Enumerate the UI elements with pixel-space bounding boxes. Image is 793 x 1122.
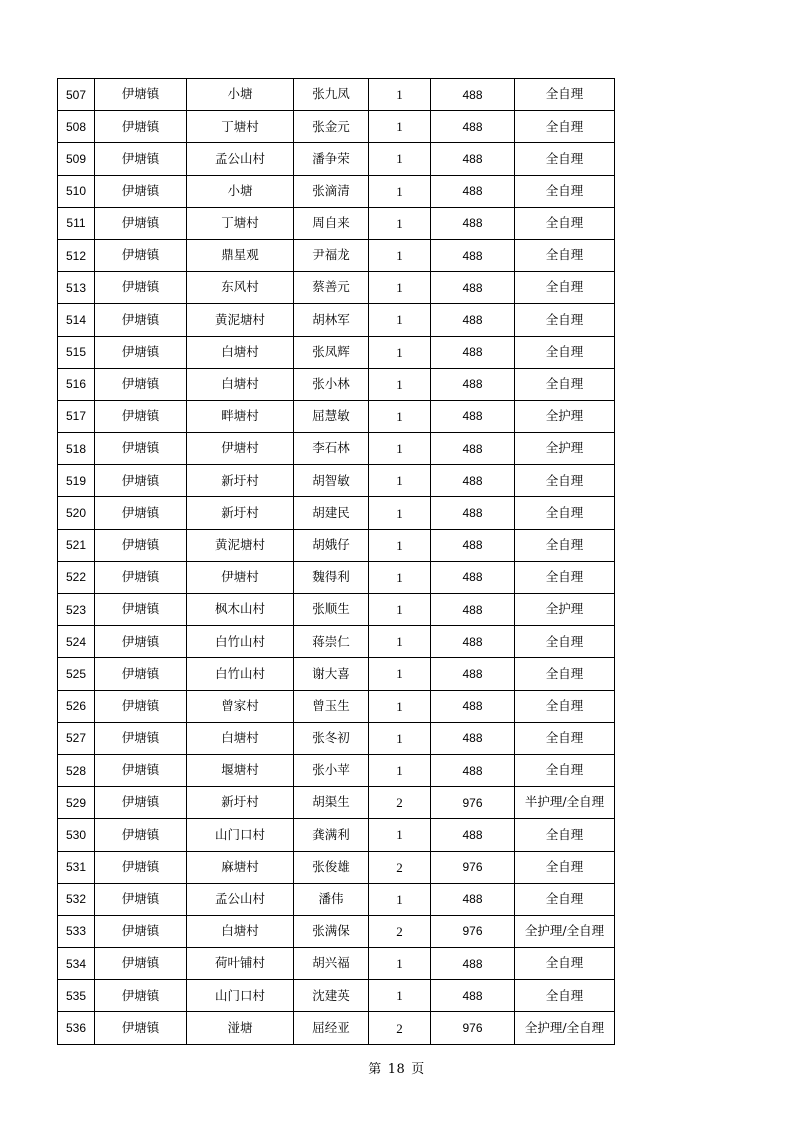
cell-care-type: 全自理 bbox=[515, 272, 615, 304]
cell-village: 白塘村 bbox=[187, 722, 294, 754]
cell-village: 丁塘村 bbox=[187, 207, 294, 239]
cell-village: 麻塘村 bbox=[187, 851, 294, 883]
cell-amount: 488 bbox=[431, 272, 515, 304]
cell-count: 2 bbox=[369, 915, 431, 947]
cell-name: 屈慧敏 bbox=[294, 400, 369, 432]
cell-name: 蔡善元 bbox=[294, 272, 369, 304]
cell-town: 伊塘镇 bbox=[95, 626, 187, 658]
cell-name: 张小苹 bbox=[294, 754, 369, 786]
cell-care-type: 全自理 bbox=[515, 529, 615, 561]
cell-care-type: 全自理 bbox=[515, 336, 615, 368]
cell-amount: 488 bbox=[431, 175, 515, 207]
cell-count: 1 bbox=[369, 143, 431, 175]
table-row bbox=[58, 239, 615, 271]
cell-index: 527 bbox=[58, 722, 95, 754]
cell-name: 张俊雄 bbox=[294, 851, 369, 883]
cell-name: 屈经亚 bbox=[294, 1012, 369, 1044]
cell-count: 1 bbox=[369, 690, 431, 722]
cell-index: 518 bbox=[58, 433, 95, 465]
beneficiary-table bbox=[57, 78, 615, 1045]
cell-index: 522 bbox=[58, 561, 95, 593]
cell-count: 1 bbox=[369, 111, 431, 143]
cell-village: 荷叶铺村 bbox=[187, 948, 294, 980]
cell-care-type: 全自理 bbox=[515, 722, 615, 754]
cell-care-type: 全护理 bbox=[515, 400, 615, 432]
cell-index: 508 bbox=[58, 111, 95, 143]
cell-town: 伊塘镇 bbox=[95, 111, 187, 143]
cell-count: 1 bbox=[369, 239, 431, 271]
cell-name: 潘伟 bbox=[294, 883, 369, 915]
cell-name: 谢大喜 bbox=[294, 658, 369, 690]
cell-town: 伊塘镇 bbox=[95, 1012, 187, 1044]
cell-village: 丁塘村 bbox=[187, 111, 294, 143]
cell-village: 湴塘 bbox=[187, 1012, 294, 1044]
cell-index: 536 bbox=[58, 1012, 95, 1044]
table-row bbox=[58, 561, 615, 593]
cell-index: 514 bbox=[58, 304, 95, 336]
cell-amount: 976 bbox=[431, 787, 515, 819]
cell-amount: 488 bbox=[431, 658, 515, 690]
cell-amount: 488 bbox=[431, 626, 515, 658]
cell-count: 1 bbox=[369, 658, 431, 690]
cell-name: 胡娥仔 bbox=[294, 529, 369, 561]
cell-care-type: 全自理 bbox=[515, 79, 615, 111]
cell-index: 511 bbox=[58, 207, 95, 239]
cell-amount: 488 bbox=[431, 690, 515, 722]
cell-index: 520 bbox=[58, 497, 95, 529]
cell-town: 伊塘镇 bbox=[95, 819, 187, 851]
cell-town: 伊塘镇 bbox=[95, 915, 187, 947]
cell-town: 伊塘镇 bbox=[95, 79, 187, 111]
cell-index: 513 bbox=[58, 272, 95, 304]
cell-village: 新圩村 bbox=[187, 787, 294, 819]
cell-index: 519 bbox=[58, 465, 95, 497]
cell-name: 胡建民 bbox=[294, 497, 369, 529]
cell-village: 孟公山村 bbox=[187, 143, 294, 175]
cell-care-type: 全自理 bbox=[515, 851, 615, 883]
cell-village: 白竹山村 bbox=[187, 658, 294, 690]
cell-count: 1 bbox=[369, 400, 431, 432]
cell-care-type: 全自理 bbox=[515, 207, 615, 239]
cell-count: 1 bbox=[369, 465, 431, 497]
cell-amount: 488 bbox=[431, 561, 515, 593]
cell-town: 伊塘镇 bbox=[95, 883, 187, 915]
cell-index: 525 bbox=[58, 658, 95, 690]
cell-village: 山门口村 bbox=[187, 980, 294, 1012]
cell-amount: 488 bbox=[431, 754, 515, 786]
cell-count: 2 bbox=[369, 787, 431, 819]
table-row bbox=[58, 143, 615, 175]
cell-town: 伊塘镇 bbox=[95, 787, 187, 819]
cell-count: 1 bbox=[369, 368, 431, 400]
cell-index: 524 bbox=[58, 626, 95, 658]
table-row bbox=[58, 368, 615, 400]
cell-index: 529 bbox=[58, 787, 95, 819]
cell-care-type: 全自理 bbox=[515, 497, 615, 529]
cell-name: 胡智敏 bbox=[294, 465, 369, 497]
cell-index: 532 bbox=[58, 883, 95, 915]
cell-name: 潘争荣 bbox=[294, 143, 369, 175]
table-row bbox=[58, 980, 615, 1012]
cell-village: 堰塘村 bbox=[187, 754, 294, 786]
table-row bbox=[58, 400, 615, 432]
cell-village: 白塘村 bbox=[187, 336, 294, 368]
cell-name: 蒋崇仁 bbox=[294, 626, 369, 658]
table-row bbox=[58, 819, 615, 851]
cell-amount: 488 bbox=[431, 722, 515, 754]
cell-amount: 488 bbox=[431, 465, 515, 497]
cell-town: 伊塘镇 bbox=[95, 497, 187, 529]
cell-name: 张顺生 bbox=[294, 594, 369, 626]
cell-village: 白塘村 bbox=[187, 915, 294, 947]
cell-count: 1 bbox=[369, 883, 431, 915]
cell-town: 伊塘镇 bbox=[95, 304, 187, 336]
cell-town: 伊塘镇 bbox=[95, 529, 187, 561]
cell-village: 枫木山村 bbox=[187, 594, 294, 626]
cell-name: 张金元 bbox=[294, 111, 369, 143]
cell-amount: 488 bbox=[431, 79, 515, 111]
cell-count: 1 bbox=[369, 433, 431, 465]
cell-village: 小塘 bbox=[187, 175, 294, 207]
cell-amount: 488 bbox=[431, 497, 515, 529]
cell-town: 伊塘镇 bbox=[95, 143, 187, 175]
cell-care-type: 全自理 bbox=[515, 754, 615, 786]
cell-town: 伊塘镇 bbox=[95, 368, 187, 400]
cell-count: 1 bbox=[369, 561, 431, 593]
cell-count: 2 bbox=[369, 1012, 431, 1044]
table-row bbox=[58, 304, 615, 336]
cell-town: 伊塘镇 bbox=[95, 980, 187, 1012]
cell-care-type: 全自理 bbox=[515, 980, 615, 1012]
cell-name: 魏得利 bbox=[294, 561, 369, 593]
table-row bbox=[58, 915, 615, 947]
cell-village: 曾家村 bbox=[187, 690, 294, 722]
cell-village: 新圩村 bbox=[187, 497, 294, 529]
cell-village: 白塘村 bbox=[187, 368, 294, 400]
cell-town: 伊塘镇 bbox=[95, 851, 187, 883]
cell-care-type: 全自理 bbox=[515, 143, 615, 175]
cell-count: 1 bbox=[369, 980, 431, 1012]
cell-amount: 488 bbox=[431, 594, 515, 626]
cell-amount: 488 bbox=[431, 143, 515, 175]
cell-care-type: 全自理 bbox=[515, 111, 615, 143]
cell-town: 伊塘镇 bbox=[95, 239, 187, 271]
cell-count: 1 bbox=[369, 79, 431, 111]
cell-index: 521 bbox=[58, 529, 95, 561]
cell-name: 张九凤 bbox=[294, 79, 369, 111]
table-row bbox=[58, 336, 615, 368]
cell-care-type: 全自理 bbox=[515, 883, 615, 915]
cell-town: 伊塘镇 bbox=[95, 658, 187, 690]
cell-care-type: 全自理 bbox=[515, 465, 615, 497]
table-row bbox=[58, 851, 615, 883]
table-row bbox=[58, 594, 615, 626]
cell-count: 1 bbox=[369, 594, 431, 626]
cell-town: 伊塘镇 bbox=[95, 561, 187, 593]
table-row bbox=[58, 722, 615, 754]
cell-index: 512 bbox=[58, 239, 95, 271]
table-row bbox=[58, 529, 615, 561]
cell-count: 1 bbox=[369, 626, 431, 658]
cell-name: 张满保 bbox=[294, 915, 369, 947]
cell-town: 伊塘镇 bbox=[95, 690, 187, 722]
cell-count: 1 bbox=[369, 754, 431, 786]
cell-town: 伊塘镇 bbox=[95, 207, 187, 239]
cell-name: 沈建英 bbox=[294, 980, 369, 1012]
cell-index: 533 bbox=[58, 915, 95, 947]
cell-index: 531 bbox=[58, 851, 95, 883]
cell-amount: 976 bbox=[431, 1012, 515, 1044]
cell-index: 509 bbox=[58, 143, 95, 175]
cell-care-type: 全自理 bbox=[515, 658, 615, 690]
page-label-suffix: 页 bbox=[411, 1062, 425, 1077]
cell-care-type: 全自理 bbox=[515, 368, 615, 400]
cell-name: 曾玉生 bbox=[294, 690, 369, 722]
cell-name: 龚满利 bbox=[294, 819, 369, 851]
cell-amount: 488 bbox=[431, 980, 515, 1012]
cell-index: 510 bbox=[58, 175, 95, 207]
cell-care-type: 全护理 bbox=[515, 433, 615, 465]
table-row bbox=[58, 883, 615, 915]
cell-town: 伊塘镇 bbox=[95, 722, 187, 754]
cell-care-type: 半护理/全自理 bbox=[515, 787, 615, 819]
table-row bbox=[58, 754, 615, 786]
cell-care-type: 全自理 bbox=[515, 175, 615, 207]
table-row bbox=[58, 626, 615, 658]
cell-village: 新圩村 bbox=[187, 465, 294, 497]
cell-village: 黄泥塘村 bbox=[187, 529, 294, 561]
table-row bbox=[58, 690, 615, 722]
page-number: 18 bbox=[387, 1062, 406, 1077]
cell-care-type: 全自理 bbox=[515, 561, 615, 593]
table-body bbox=[58, 79, 615, 1045]
cell-care-type: 全自理 bbox=[515, 690, 615, 722]
cell-index: 507 bbox=[58, 79, 95, 111]
cell-count: 1 bbox=[369, 336, 431, 368]
cell-name: 李石林 bbox=[294, 433, 369, 465]
cell-care-type: 全自理 bbox=[515, 304, 615, 336]
cell-count: 1 bbox=[369, 207, 431, 239]
cell-amount: 488 bbox=[431, 948, 515, 980]
cell-index: 516 bbox=[58, 368, 95, 400]
cell-village: 白竹山村 bbox=[187, 626, 294, 658]
table-row bbox=[58, 207, 615, 239]
table-row bbox=[58, 433, 615, 465]
table-row bbox=[58, 787, 615, 819]
cell-village: 小塘 bbox=[187, 79, 294, 111]
cell-village: 孟公山村 bbox=[187, 883, 294, 915]
cell-care-type: 全护理 bbox=[515, 594, 615, 626]
cell-amount: 488 bbox=[431, 207, 515, 239]
cell-town: 伊塘镇 bbox=[95, 754, 187, 786]
cell-amount: 488 bbox=[431, 304, 515, 336]
cell-town: 伊塘镇 bbox=[95, 175, 187, 207]
cell-town: 伊塘镇 bbox=[95, 272, 187, 304]
table-row bbox=[58, 111, 615, 143]
cell-village: 鼎星观 bbox=[187, 239, 294, 271]
cell-amount: 488 bbox=[431, 400, 515, 432]
cell-name: 胡林军 bbox=[294, 304, 369, 336]
cell-care-type: 全自理 bbox=[515, 948, 615, 980]
page-footer bbox=[0, 1058, 793, 1077]
cell-care-type: 全护理/全自理 bbox=[515, 915, 615, 947]
cell-index: 530 bbox=[58, 819, 95, 851]
cell-care-type: 全自理 bbox=[515, 626, 615, 658]
cell-count: 1 bbox=[369, 722, 431, 754]
cell-count: 1 bbox=[369, 272, 431, 304]
cell-amount: 488 bbox=[431, 433, 515, 465]
cell-index: 526 bbox=[58, 690, 95, 722]
cell-name: 尹福龙 bbox=[294, 239, 369, 271]
cell-amount: 488 bbox=[431, 819, 515, 851]
cell-town: 伊塘镇 bbox=[95, 433, 187, 465]
table-row bbox=[58, 497, 615, 529]
cell-village: 山门口村 bbox=[187, 819, 294, 851]
cell-town: 伊塘镇 bbox=[95, 400, 187, 432]
cell-town: 伊塘镇 bbox=[95, 594, 187, 626]
cell-name: 张滴清 bbox=[294, 175, 369, 207]
cell-name: 胡兴福 bbox=[294, 948, 369, 980]
cell-name: 张凤辉 bbox=[294, 336, 369, 368]
cell-name: 张冬初 bbox=[294, 722, 369, 754]
cell-village: 畔塘村 bbox=[187, 400, 294, 432]
cell-name: 张小林 bbox=[294, 368, 369, 400]
cell-village: 伊塘村 bbox=[187, 561, 294, 593]
cell-index: 523 bbox=[58, 594, 95, 626]
cell-count: 2 bbox=[369, 851, 431, 883]
cell-count: 1 bbox=[369, 304, 431, 336]
cell-amount: 976 bbox=[431, 915, 515, 947]
cell-index: 517 bbox=[58, 400, 95, 432]
cell-care-type: 全自理 bbox=[515, 819, 615, 851]
cell-count: 1 bbox=[369, 819, 431, 851]
table-row bbox=[58, 175, 615, 207]
table-row bbox=[58, 948, 615, 980]
table-row bbox=[58, 1012, 615, 1044]
cell-count: 1 bbox=[369, 497, 431, 529]
cell-amount: 488 bbox=[431, 336, 515, 368]
page-label-prefix: 第 bbox=[368, 1062, 382, 1077]
cell-care-type: 全护理/全自理 bbox=[515, 1012, 615, 1044]
cell-amount: 488 bbox=[431, 883, 515, 915]
cell-town: 伊塘镇 bbox=[95, 336, 187, 368]
cell-town: 伊塘镇 bbox=[95, 465, 187, 497]
table-row bbox=[58, 79, 615, 111]
cell-index: 528 bbox=[58, 754, 95, 786]
cell-count: 1 bbox=[369, 529, 431, 561]
cell-care-type: 全自理 bbox=[515, 239, 615, 271]
cell-town: 伊塘镇 bbox=[95, 948, 187, 980]
cell-village: 伊塘村 bbox=[187, 433, 294, 465]
table-row bbox=[58, 272, 615, 304]
cell-village: 东风村 bbox=[187, 272, 294, 304]
cell-index: 515 bbox=[58, 336, 95, 368]
cell-name: 周自来 bbox=[294, 207, 369, 239]
cell-amount: 488 bbox=[431, 111, 515, 143]
cell-name: 胡渠生 bbox=[294, 787, 369, 819]
cell-count: 1 bbox=[369, 175, 431, 207]
cell-index: 535 bbox=[58, 980, 95, 1012]
cell-amount: 488 bbox=[431, 529, 515, 561]
table-row bbox=[58, 658, 615, 690]
cell-amount: 976 bbox=[431, 851, 515, 883]
table-row bbox=[58, 465, 615, 497]
cell-amount: 488 bbox=[431, 239, 515, 271]
cell-amount: 488 bbox=[431, 368, 515, 400]
cell-index: 534 bbox=[58, 948, 95, 980]
cell-village: 黄泥塘村 bbox=[187, 304, 294, 336]
cell-count: 1 bbox=[369, 948, 431, 980]
